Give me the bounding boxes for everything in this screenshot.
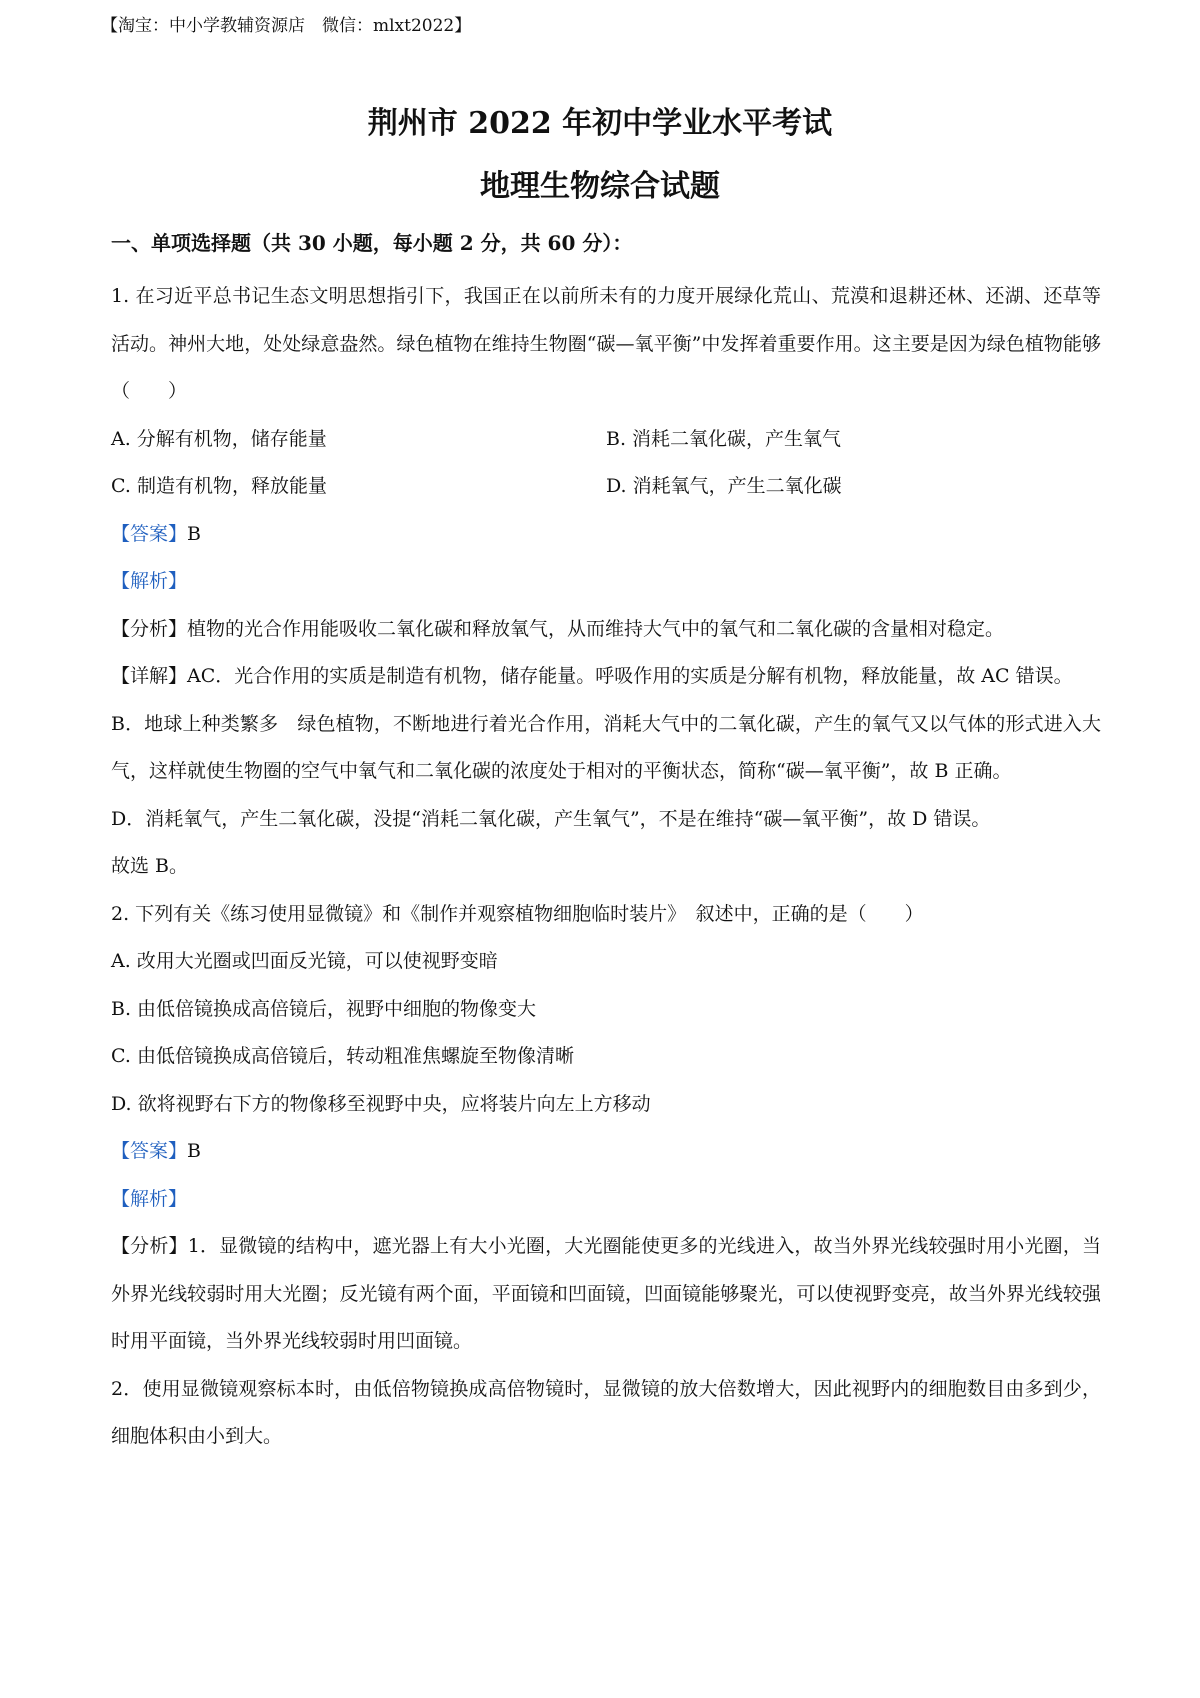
q2-stem: 2. 下列有关《练习使用显微镜》和《制作并观察植物细胞临时装片》 叙述中，正确的是（ ） [111,902,924,925]
q1-answer-value: B [187,522,201,545]
q1-analysis-heading [111,558,1101,606]
q2-option-c: C. 由低倍镜换成高倍镜后，转动粗准焦螺旋至物像清晰 [111,1045,574,1067]
q1-option-b: B. 消耗二氧化碳，产生氧气 [606,427,842,450]
q1-xiangjie: 【详解】AC．光合作用的实质是制造有机物，储存能量。呼吸作用的实质是分解有机物，释放能量，故 AC 错误。 [111,665,1073,687]
q1-conclusion: 故选 B。 [111,855,189,877]
question-content [111,273,1101,1461]
q1-para-b: B．地球上种类繁多 绿色植物，不断地进行着光合作用，消耗大气中的二氧化碳，产生的氧气又以气体的形式进入大气，这样就使生物圈的空气中氧气和二氧化碳的浓度处于相对的平衡状态，简称“碳—氧平衡”，故 B 正确。 [111,712,1101,782]
header-note: 【淘宝：中小学教辅资源店 微信：mlxt2022】 [101,16,472,36]
q2-answer [111,1128,1101,1176]
page-subtitle: 地理生物综合试题 [480,169,720,204]
q1-option-a: A. 分解有机物，储存能量 [111,427,327,450]
q1-para-d: D．消耗氧气，产生二氧化碳，没提“消耗二氧化碳，产生氧气”，不是在维持“碳—氧平衡”，故 D 错误。 [111,807,991,830]
q2-option-b: B. 由低倍镜换成高倍镜后，视野中细胞的物像变大 [111,997,537,1020]
q1-answer-tag: 【答案】 [111,522,188,545]
q2-analysis-heading [111,1176,1101,1224]
q1-options [111,416,1101,511]
q2-options [111,938,1101,1128]
q2-answer-tag: 【答案】 [111,1140,188,1162]
q2-option-a: A. 改用大光圈或凹面反光镜，可以使视野变暗 [111,950,498,972]
q1-stem: 1. 在习近平总书记生态文明思想指引下，我国正在以前所未有的力度开展绿化荒山、荒漠和退耕还林、还湖、还草等活动。神州大地，处处绿意盎然。绿色植物在维持生物圈“碳—氧平衡”中发挥着重要作用。这主要是因为绿色植物能够（ ） [111,285,1101,402]
q1-option-c: C. 制造有机物，释放能量 [111,475,327,497]
q1-analysis-tag: 【解析】 [111,570,188,592]
section-heading: 一、单项选择题（共 30 小题，每小题 2 分，共 60 分）： [111,231,633,255]
q1-answer [111,511,1101,559]
q2-fenxi: 【分析】1．显微镜的结构中，遮光器上有大小光圈，大光圈能使更多的光线进入，故当外界光线较强时用小光圈，当外界光线较弱时用大光圈；反光镜有两个面，平面镜和凹面镜，凹面镜能够聚光，可以使视野变亮，故当外界光线较强时用平面镜，当外界光线较弱时用凹面镜。 [111,1235,1101,1352]
q1-fenxi: 【分析】植物的光合作用能吸收二氧化碳和释放氧气，从而维持大气中的氧气和二氧化碳的含量相对稳定。 [111,617,1005,640]
page-title: 荆州市 2022 年初中学业水平考试 [367,106,833,141]
q2-answer-value: B [187,1140,201,1162]
q1-option-d: D. 消耗氧气，产生二氧化碳 [606,475,842,497]
q2-point2: 2．使用显微镜观察标本时，由低倍物镜换成高倍物镜时，显微镜的放大倍数增大，因此视野内的细胞数目由多到少，细胞体积由小到大。 [111,1377,1101,1447]
q2-analysis-tag: 【解析】 [111,1187,188,1210]
q2-option-d: D. 欲将视野右下方的物像移至视野中央，应将装片向左上方移动 [111,1092,651,1115]
